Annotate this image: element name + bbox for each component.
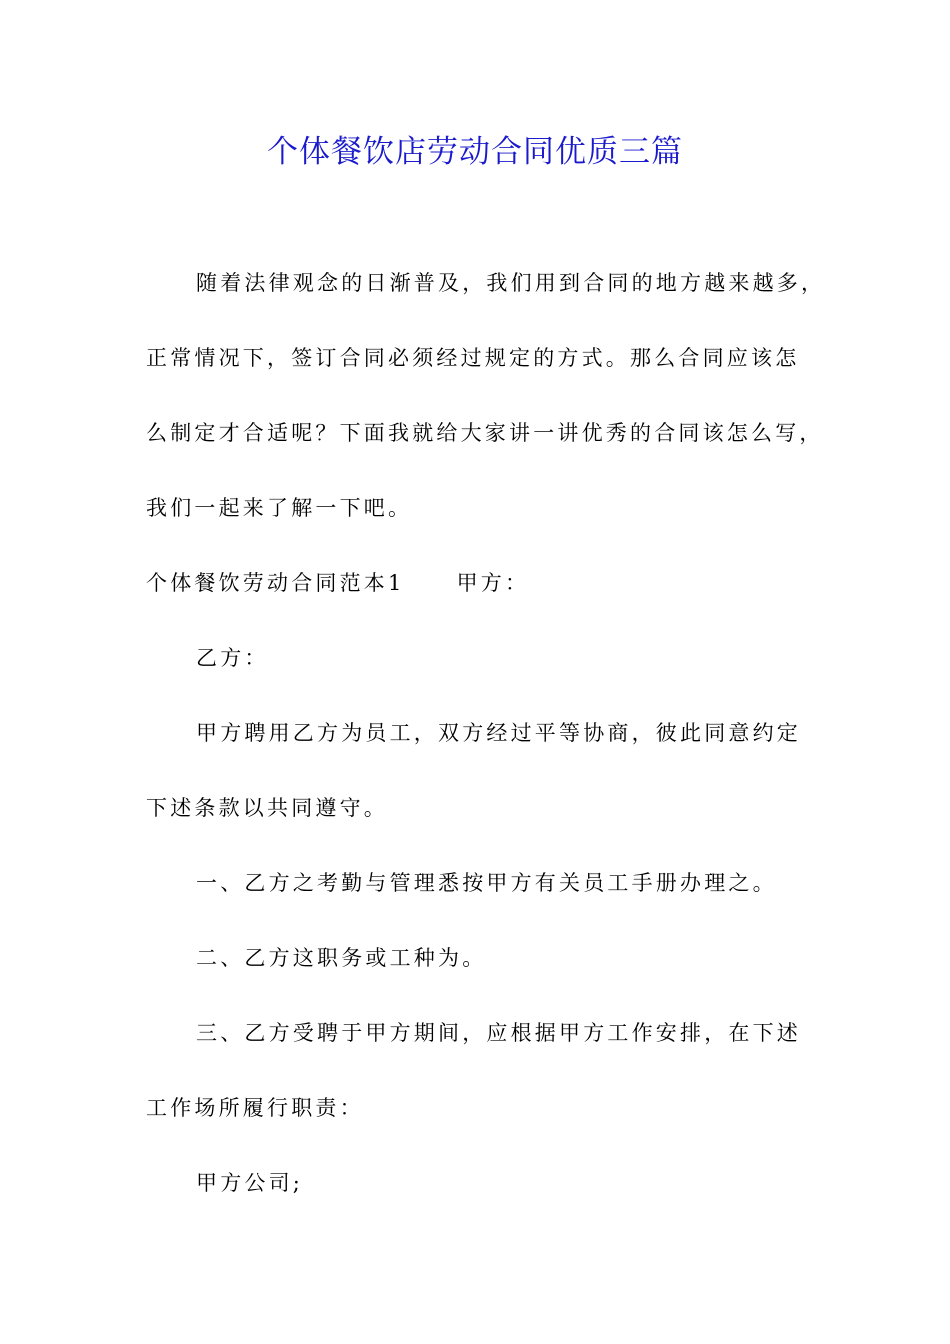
- agreement-line-2: 下述条款以共同遵守。: [146, 796, 388, 820]
- intro-line-4: 我们一起来了解一下吧。: [146, 496, 413, 520]
- clause-3-line-1: 三、乙方受聘于甲方期间，应根据甲方工作安排，在下述: [196, 1021, 801, 1045]
- clause-3-line-2: 工作场所履行职责：: [146, 1096, 364, 1120]
- clause-2: 二、乙方这职务或工种为。: [196, 946, 487, 970]
- clause-1: 一、乙方之考勤与管理悉按甲方有关员工手册办理之。: [196, 871, 777, 895]
- agreement-line-1: 甲方聘用乙方为员工，双方经过平等协商，彼此同意约定: [196, 721, 801, 745]
- intro-line-2: 正常情况下，签订合同必须经过规定的方式。那么合同应该怎: [146, 346, 800, 370]
- document-title: 个体餐饮店劳动合同优质三篇: [267, 134, 683, 170]
- sample-heading-row: [146, 568, 529, 598]
- intro-line-3: 么制定才合适呢？下面我就给大家讲一讲优秀的合同该怎么写，: [146, 421, 824, 445]
- party-b-label: 乙方：: [196, 646, 269, 670]
- party-a-label: 甲方：: [456, 571, 530, 595]
- intro-line-1: 随着法律观念的日渐普及，我们用到合同的地方越来越多，: [196, 271, 826, 295]
- sample-heading: 个体餐饮劳动合同范本1: [146, 571, 405, 595]
- workplace-line: 甲方公司;: [196, 1171, 304, 1195]
